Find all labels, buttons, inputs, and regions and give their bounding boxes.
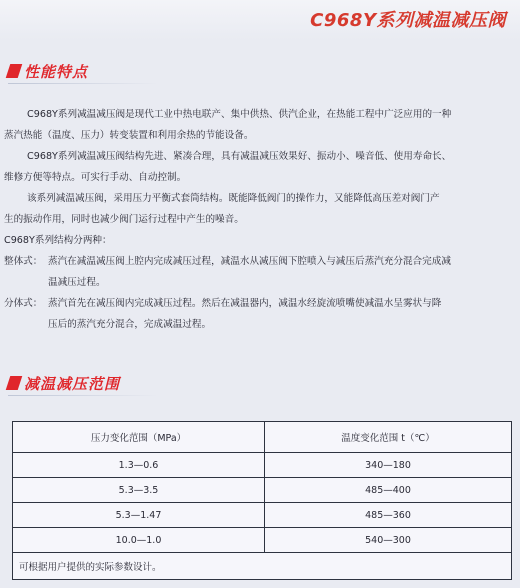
structure-label: 分体式：: [4, 298, 43, 309]
red-marker-icon: [6, 376, 23, 390]
structure-text: 温减压过程。: [48, 277, 106, 288]
temperature-cell: 340—180: [264, 453, 511, 478]
structure-label: 整体式：: [4, 256, 43, 267]
table-note-row: [13, 553, 512, 580]
structure-integral-cont: [4, 272, 516, 293]
structure-integral: [4, 251, 516, 272]
table-row: [13, 478, 512, 503]
range-heading: [8, 372, 158, 394]
range-heading-label: 减温减压范围: [24, 374, 121, 393]
structure-split: [4, 293, 516, 314]
features-heading: [8, 60, 158, 82]
range-table: [12, 421, 512, 580]
paragraph-line: C968Y系列减温减压阀是现代工业中热电联产、集中供热、供汽企业，在热能工程中广泛应用的一种: [27, 109, 452, 120]
pressure-cell: 1.3—0.6: [13, 453, 265, 478]
paragraph-line: 生的振动作用，同时也减少阀门运行过程中产生的噪音。: [4, 214, 244, 225]
paragraph-line: 维修方便等特点。可实行手动、自动控制。: [4, 172, 187, 183]
paragraph-line: 该系列减温减压阀，采用压力平衡式套筒结构。既能降低阀门的操作力，又能降低高压差对阀门产: [27, 193, 440, 204]
page-title: C968Y系列减温减压阀: [310, 10, 506, 31]
pressure-cell: 5.3—1.47: [13, 503, 265, 528]
pressure-cell: 5.3—3.5: [13, 478, 265, 503]
table-row: [13, 453, 512, 478]
structure-split-cont: [4, 314, 516, 335]
table-row: [13, 503, 512, 528]
structure-text: 蒸汽首先在减压阀内完成减压过程。然后在减温器内，减温水经旋流喷嘴使减温水呈雾状与降: [48, 298, 442, 309]
table-note: 可根据用户提供的实际参数设计。: [13, 553, 512, 580]
features-heading-label: 性能特点: [24, 62, 89, 81]
red-marker-icon: [6, 64, 23, 78]
pressure-column-header: 压力变化范围（MPa）: [13, 422, 265, 453]
temperature-cell: 540—300: [264, 528, 511, 553]
temperature-cell: 485—360: [264, 503, 511, 528]
paragraph-line: C968Y系列结构分两种：: [4, 235, 112, 246]
table-row: [13, 528, 512, 553]
temperature-cell: 485—400: [264, 478, 511, 503]
paragraph-line: C968Y系列减温减压阀结构先进、紧凑合理，具有减温减压效果好、振动小、噪音低、使用寿命长、: [27, 151, 452, 162]
heading-underline: [8, 83, 158, 84]
structure-text: 蒸汽在减温减压阀上腔内完成减压过程，减温水从减压阀下腔喷入与减压后蒸汽充分混合完成减: [48, 256, 451, 267]
pressure-cell: 10.0—1.0: [13, 528, 265, 553]
paragraph-line: 蒸汽热能（温度、压力）转变装置和利用余热的节能设备。: [4, 130, 254, 141]
heading-underline: [8, 395, 158, 396]
structure-text: 压后的蒸汽充分混合，完成减温过程。: [48, 319, 212, 330]
table-header-row: [13, 422, 512, 453]
features-body: [4, 104, 516, 335]
temperature-column-header: 温度变化范围 t（℃）: [264, 422, 511, 453]
